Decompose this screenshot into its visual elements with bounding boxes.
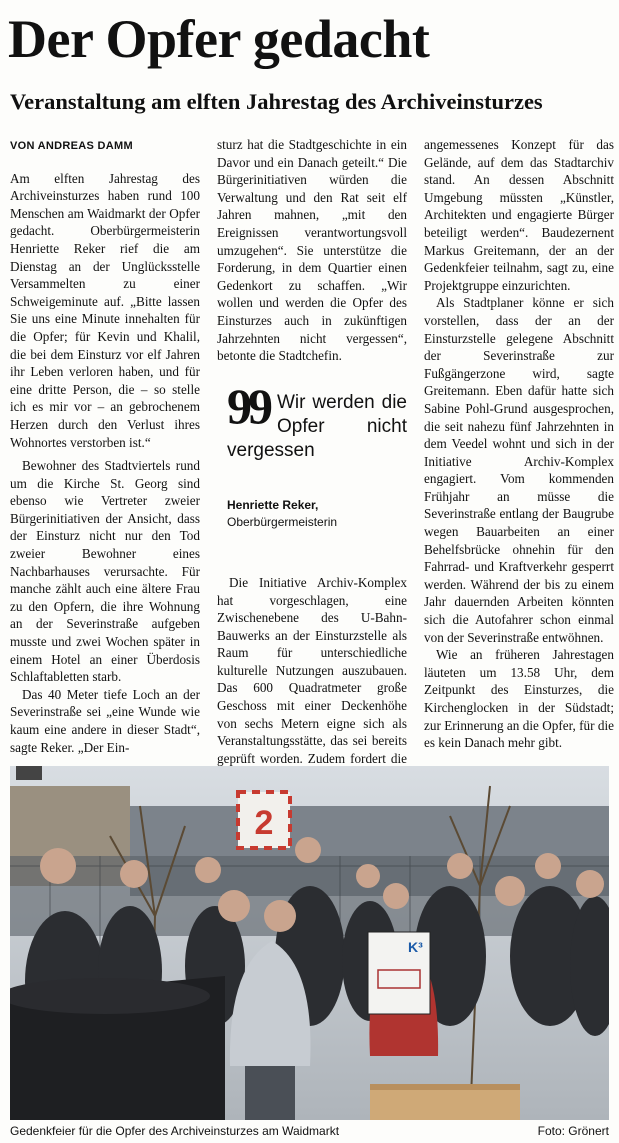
- paragraph: Das 40 Meter tiefe Loch an der Severinstraße sei „eine Wunde wie kaum eine andere in dieser Stadt“, sagte Reker. „Der Ein-: [10, 686, 200, 755]
- paragraph: angemessenes Konzept für das Gelände, auf dem das Stadtarchiv stand. An dessen Abschnitt Umgebung müssten „Künstler, Architekten und engagierte Bürger beteiligt werden“. Baudezernent Markus Greitemann, der an der Gedenkfeier teilnahm, sagt zu, eine Projektgruppe einzurichten.: [424, 137, 614, 293]
- paragraph: Als Stadtplaner könne er sich vorstellen, dass der an der Einsturzstelle gelegene Abschnitt der Severinstraße zur Fußgängerzone wird, sagte Greitemann. Eben dafür hatte sich Sabine Pohl-Grund ausgesprochen, die seit nahezu fünf Jahrzehnten in dem Veedel wohnt und sich in der Initiative Archiv-Komplex engagiert. Vom kommenden Frühjahr an müsse die Severinstraße entlang der Baugrube wegen Bauarbeiten an einer Behelfsbrücke ohnehin für den Fahrrad- und Kraftverkehr gesperrt werden. Während der bis zu einem Jahr dauernden Arbeiten könnten sich die Autofahrer schon einmal von der Severinstraße entwöhnen.: [424, 295, 614, 645]
- paragraph: sturz hat die Stadtgeschichte in ein Davor und ein Danach geteilt.“ Die Bürgerinitiativen würden die Verwaltung und den Rat seit elf Jahren mahnen, „mit den Ereignissen verantwortungsvoll umzugehen“. Sie unterstütze die Forderung, in dem Quartier einen Gedenkort zu schaffen. „Wir wollen und werden die Opfer des Einsturzes auch in zukünftigen Jahrzehnten nicht vergessen“, betonte die Stadtchefin.: [217, 137, 407, 364]
- event-photo: [10, 766, 609, 1120]
- svg-text:2: 2: [254, 804, 274, 842]
- pull-quote-author: Henriette Reker,: [227, 497, 319, 512]
- pull-quote-role: Oberbürgermeisterin: [227, 515, 338, 530]
- photo-illustration: [10, 766, 609, 1120]
- quote-mark-icon: 99: [227, 377, 269, 434]
- pull-quote: [227, 377, 407, 532]
- column-3: [424, 136, 614, 752]
- paragraph: Bewohner des Stadtviertels rund um die Kirche St. Georg sind ebenso wie Vertreter zweier Bürgerinitiativen der Ansicht, dass der Einsturz nicht nur den Tod zweier Bewohner eines Nachbarhauses verursachte. Für manche zählt auch eine ältere Frau zu den Opfern, die ihre Wohnung an der Severinstraße aufgeben musste und zwei Wochen später in einem Hotel an einer Überdosis Schlaftabletten starb.: [10, 458, 200, 685]
- headline: Der Opfer gedacht: [8, 9, 430, 69]
- subheadline: Veranstaltung am elften Jahrestag des Archiveinsturzes: [10, 89, 543, 114]
- photo-credit: Foto: Grönert: [537, 1124, 609, 1138]
- byline: VON ANDREAS DAMM: [10, 140, 133, 152]
- paragraph: Wie an früheren Jahrestagen läuteten um 13.58 Uhr, dem Zeitpunkt des Einsturzes, die Kirchenglocken in der Südstadt; zur Erinnerung an die Opfer, für die es kein Danach mehr gibt.: [424, 647, 614, 751]
- paragraph: Am elften Jahrestag des Archiveinsturzes haben rund 100 Menschen am Waidmarkt der Opfer gedacht. Oberbürgermeisterin Henriette Reker rief die am Dienstag an der Unglücksstelle Versammelten zu einer Schweigeminute auf. „Bitte lassen Sie uns eine Minute innehalten für die Opfer; für Kevin und Khalil, die bei dem Einsturz vor elf Jahren ihr Leben verloren haben, und für eine dritte Person, die – so stelle ich es mir vor – an gebrochenem Herzen durch den Verlust ihres Wohnortes verstorben ist.“: [10, 170, 200, 450]
- photo-caption: Gedenkfeier für die Opfer des Archiveinsturzes am Waidmarkt: [10, 1124, 340, 1138]
- pull-quote-text: Wir werden die Opfer nicht vergessen: [227, 391, 407, 461]
- column-1: [10, 136, 200, 756]
- paragraph: Die Initiative Archiv-Komplex hat vorgeschlagen, eine Zwischenebene des U-Bahn-Bauwerks an der Einsturzstelle als Raum für unterschiedliche kulturelle Nutzungen auszubauen. Das 600 Quadratmeter große Geschoss mit einer Deckenhöhe von sechs Metern eigne sich als Veranstaltungsstätte, das sei bereits geprüft worden. Zudem fordert die: [217, 574, 407, 766]
- column-2: [217, 136, 407, 803]
- sign-text: K³: [408, 939, 423, 955]
